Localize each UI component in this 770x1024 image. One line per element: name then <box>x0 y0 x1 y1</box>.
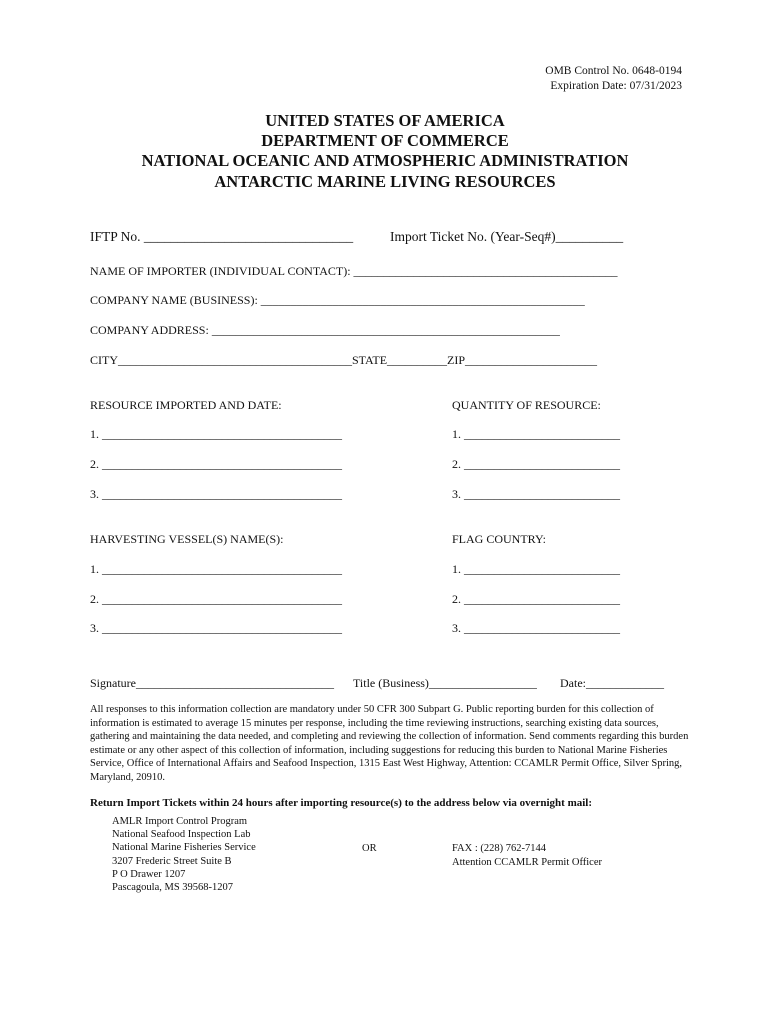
quantity-line-2[interactable]: 2. __________________________ <box>452 457 620 471</box>
expiration-date: Expiration Date: 07/31/2023 <box>550 80 682 92</box>
resource-imported-header: RESOURCE IMPORTED AND DATE: <box>90 398 282 412</box>
or-label: OR <box>362 843 377 854</box>
address-line-6: Pascagoula, MS 39568-1207 <box>112 882 234 893</box>
quantity-line-1[interactable]: 1. __________________________ <box>452 427 620 441</box>
address-line-2: National Seafood Inspection Lab <box>112 829 251 840</box>
business-title-field[interactable]: Title (Business)__________________ <box>353 676 537 690</box>
quantity-line-3[interactable]: 3. __________________________ <box>452 487 620 501</box>
burden-statement: All responses to this information collection are mandatory under 50 CFR 300 Subpart G. Public reporting burden for this collection of information is estimated to average 15 minutes per response, including the time reviewing instructions, searching existing data sources, gathering and maintaining the data needed, and completing and reviewing the collection of information. Send comments regarding this burden estimate or any other aspect of this collection of information, including suggestions for reducing this burden to National Marine Fisheries Service, Office of International Affairs and Seafood Inspection, 1315 East West Highway, Attention: CCAMLR Permit Office, Silver Spring, Maryland, 20910. <box>90 704 689 783</box>
iftp-number-field[interactable]: IFTP No. _______________________________ <box>90 229 354 244</box>
date-field[interactable]: Date:_____________ <box>560 676 664 690</box>
title-agency: NATIONAL OCEANIC AND ATMOSPHERIC ADMINISTRATION <box>141 151 629 170</box>
fax-attention: Attention CCAMLR Permit Officer <box>452 857 602 868</box>
vessel-names-header: HARVESTING VESSEL(S) NAME(S): <box>90 532 284 546</box>
vessel-line-3[interactable]: 3. ________________________________________ <box>90 621 342 635</box>
vessel-line-1[interactable]: 1. ________________________________________ <box>90 562 342 576</box>
vessel-line-2[interactable]: 2. ________________________________________ <box>90 592 342 606</box>
city-state-zip-field[interactable]: CITY_______________________________________STATE__________ZIP______________________ <box>90 353 598 367</box>
address-line-4: 3207 Frederic Street Suite B <box>112 856 232 867</box>
company-name-field[interactable]: COMPANY NAME (BUSINESS): ______________________________________________________ <box>90 293 585 307</box>
company-address-field[interactable]: COMPANY ADDRESS: __________________________________________________________ <box>90 323 560 337</box>
title-department: DEPARTMENT OF COMMERCE <box>261 131 509 150</box>
omb-control-number: OMB Control No. 0648-0194 <box>545 65 682 77</box>
signature-field[interactable]: Signature_________________________________ <box>90 676 334 690</box>
flag-country-header: FLAG COUNTRY: <box>452 532 546 546</box>
flag-line-2[interactable]: 2. __________________________ <box>452 592 620 606</box>
title-country: UNITED STATES OF AMERICA <box>265 111 505 130</box>
fax-number: FAX : (228) 762-7144 <box>452 843 547 854</box>
import-ticket-field[interactable]: Import Ticket No. (Year-Seq#)__________ <box>390 229 624 244</box>
address-line-5: P O Drawer 1207 <box>112 869 186 880</box>
address-line-3: National Marine Fisheries Service <box>112 842 256 853</box>
return-instruction: Return Import Tickets within 24 hours after importing resource(s) to the address below via overnight mail: <box>90 797 593 809</box>
importer-name-field[interactable]: NAME OF IMPORTER (INDIVIDUAL CONTACT): ____________________________________________ <box>90 264 618 278</box>
address-line-1: AMLR Import Control Program <box>112 816 248 827</box>
title-program: ANTARCTIC MARINE LIVING RESOURCES <box>214 172 556 191</box>
resource-line-2[interactable]: 2. ________________________________________ <box>90 457 342 471</box>
resource-line-1[interactable]: 1. ________________________________________ <box>90 427 342 441</box>
flag-line-3[interactable]: 3. __________________________ <box>452 621 620 635</box>
resource-line-3[interactable]: 3. ________________________________________ <box>90 487 342 501</box>
quantity-header: QUANTITY OF RESOURCE: <box>452 398 601 412</box>
flag-line-1[interactable]: 1. __________________________ <box>452 562 620 576</box>
